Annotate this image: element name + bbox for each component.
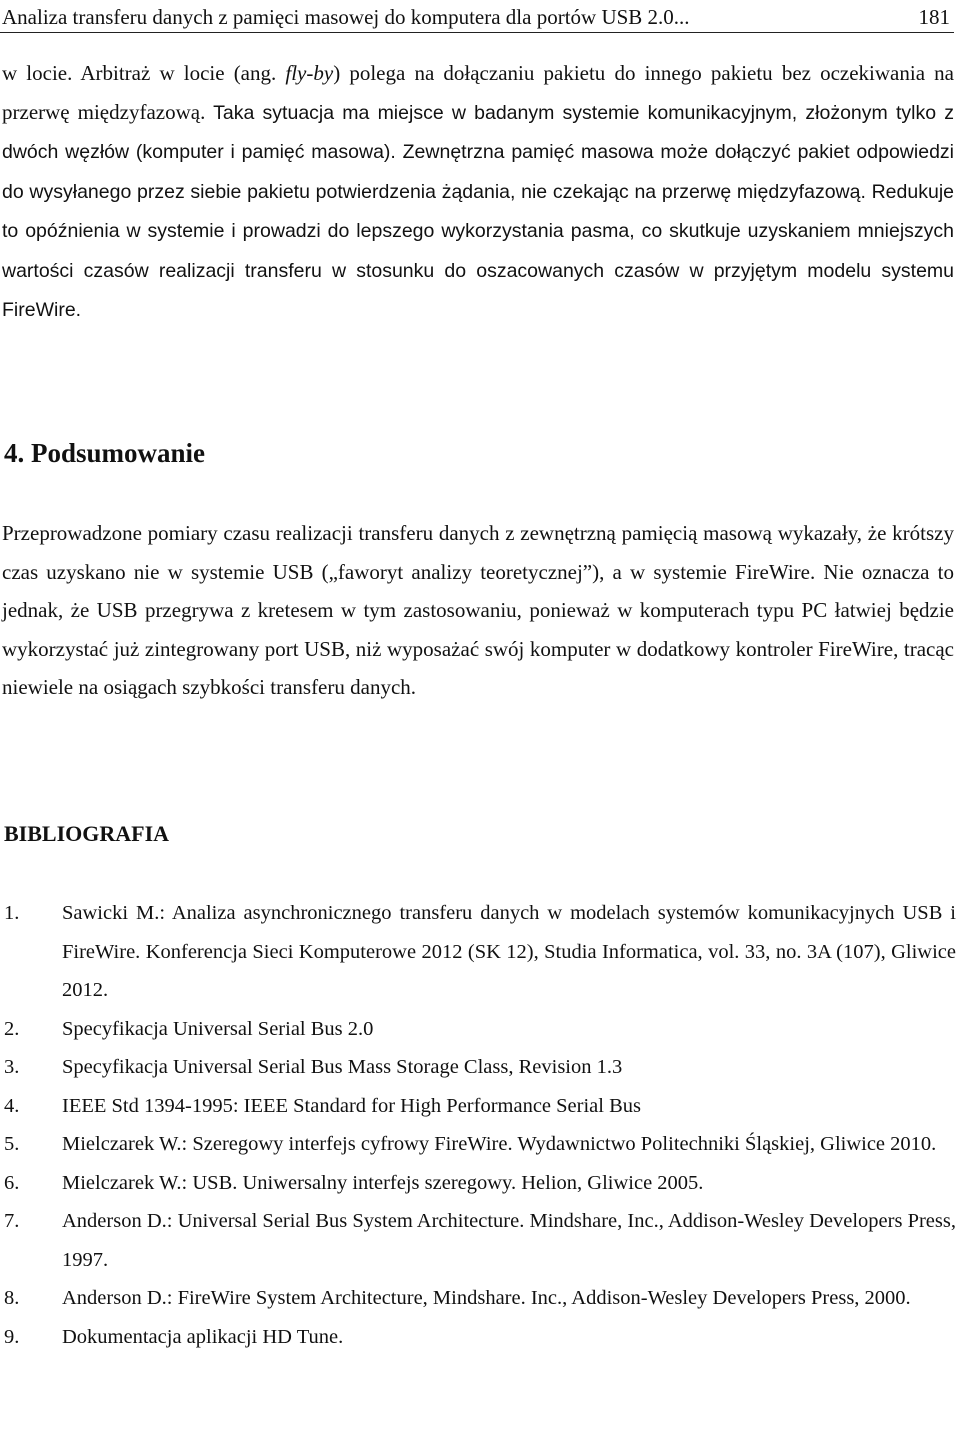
paragraph-text: Zewnętrzna pamięć masowa może dołączyć pakiet odpowiedzi do wysyłanego przez siebie pakietu potwierdzenia żądania, nie czekając na przerwę międzyfazową. [2,141,954,203]
paragraph-text: w locie. Arbitraż w locie (ang. [2,61,286,85]
page-number: 181 [918,5,950,29]
bibliography-item-text: Dokumentacja aplikacji HD Tune. [62,1325,344,1348]
bibliography-item [0,1318,956,1357]
italic-term: fly-by [285,61,334,85]
paragraph-text: Taka sytuacja ma miejsce w badanym systemie komunikacyjnym, złożonym tylko z dwóch węzłów (komputer i pamięć masowa). [2,101,955,163]
bibliography-item [0,1010,956,1049]
bibliography-item-text: Mielczarek W.: USB. Uniwersalny interfejs szeregowy. Helion, Gliwice 2005. [62,1171,704,1194]
bibliography-item-number: 8. [4,1287,20,1309]
paragraph-text: ) polega na dołączaniu pakietu do innego pakietu bez oczekiwania na przerwę międzyfazową. [2,61,954,124]
bibliography-item [0,1164,956,1203]
bibliography-item-number: 1. [4,902,20,924]
bibliography-item-text: Anderson D.: FireWire System Architecture, Mindshare. Inc., Addison-Wesley Developers Press, 2000. [62,1287,911,1309]
bibliography-item-number: 3. [4,1056,20,1078]
running-header-title: Analiza transferu danych z pamięci masowej do komputera dla portów USB 2.0... [2,5,690,29]
bibliography-item-number: 9. [4,1325,20,1348]
bibliography-item [0,894,956,1010]
bibliography-item-text: Anderson D.: Universal Serial Bus System Architecture. Mindshare, Inc., Addison-Wesley Developers Press, 1997. [62,1210,956,1271]
bibliography-item-text: Specyfikacja Universal Serial Bus Mass Storage Class, Revision 1.3 [62,1056,623,1078]
bibliography-item [0,1279,956,1318]
bibliography-item-text: Specyfikacja Universal Serial Bus 2.0 [62,1017,374,1040]
bibliography-heading: BIBLIOGRAFIA [4,821,170,846]
bibliography-item [0,1125,956,1164]
paragraph-text: Nie oznacza to jednak, że USB przegrywa z kretesem w tym zastosowaniu, ponieważ w komputerach typu PC łatwiej będzie wykorzystać już zintegrowany port USB, niż wyposażać swój komputer w dodatkowy kontroler FireWire, tracąc niewiele na osiągach szybkości transferu danych. [2,559,954,699]
bibliography-item-number: 5. [4,1133,20,1155]
bibliography-item-number: 2. [4,1017,20,1040]
paragraph-text: Redukuje to opóźnienia w systemie i prowadzi do lepszego wykorzystania pasma, co skutkuje uzyskaniem mniejszych wartości czasów realizacji transferu w stosunku do oszacowanych czasów w przyjętym modelu systemu FireWire. [2,180,954,321]
bibliography-item-number: 6. [4,1171,20,1194]
bibliography-item-number: 7. [4,1210,20,1232]
bibliography-item-text: Sawicki M.: Analiza asynchronicznego transferu danych w modelach systemów komunikacyjnych USB i FireWire. Konferencja Sieci Komputerowe 2012 (SK 12), Studia Informatica, vol. 33, no. 3A (107), Gliwice 2012. [62,902,956,1001]
bibliography-item-number: 4. [4,1094,20,1117]
bibliography-item [0,1048,956,1087]
bibliography-item [0,1087,956,1126]
running-header [0,2,954,33]
summary-paragraph [2,514,954,707]
bibliography-list [0,894,956,1356]
body-paragraph-fly-by [2,54,954,330]
bibliography-item-text: IEEE Std 1394-1995: IEEE Standard for High Performance Serial Bus [62,1094,641,1117]
paragraph-text: Przeprowadzone pomiary czasu realizacji transferu danych z zewnętrzną pamięcią masową wykazały, że krótszy czas uzyskano nie w systemie USB („faworyt analizy teoretycznej”), a w systemie FireWire. [2,521,954,584]
section-heading: 4. Podsumowanie [4,438,206,468]
bibliography-item [0,1202,956,1279]
bibliography-item-text: Mielczarek W.: Szeregowy interfejs cyfrowy FireWire. Wydawnictwo Politechniki Śląskiej, Gliwice 2010. [62,1133,937,1155]
